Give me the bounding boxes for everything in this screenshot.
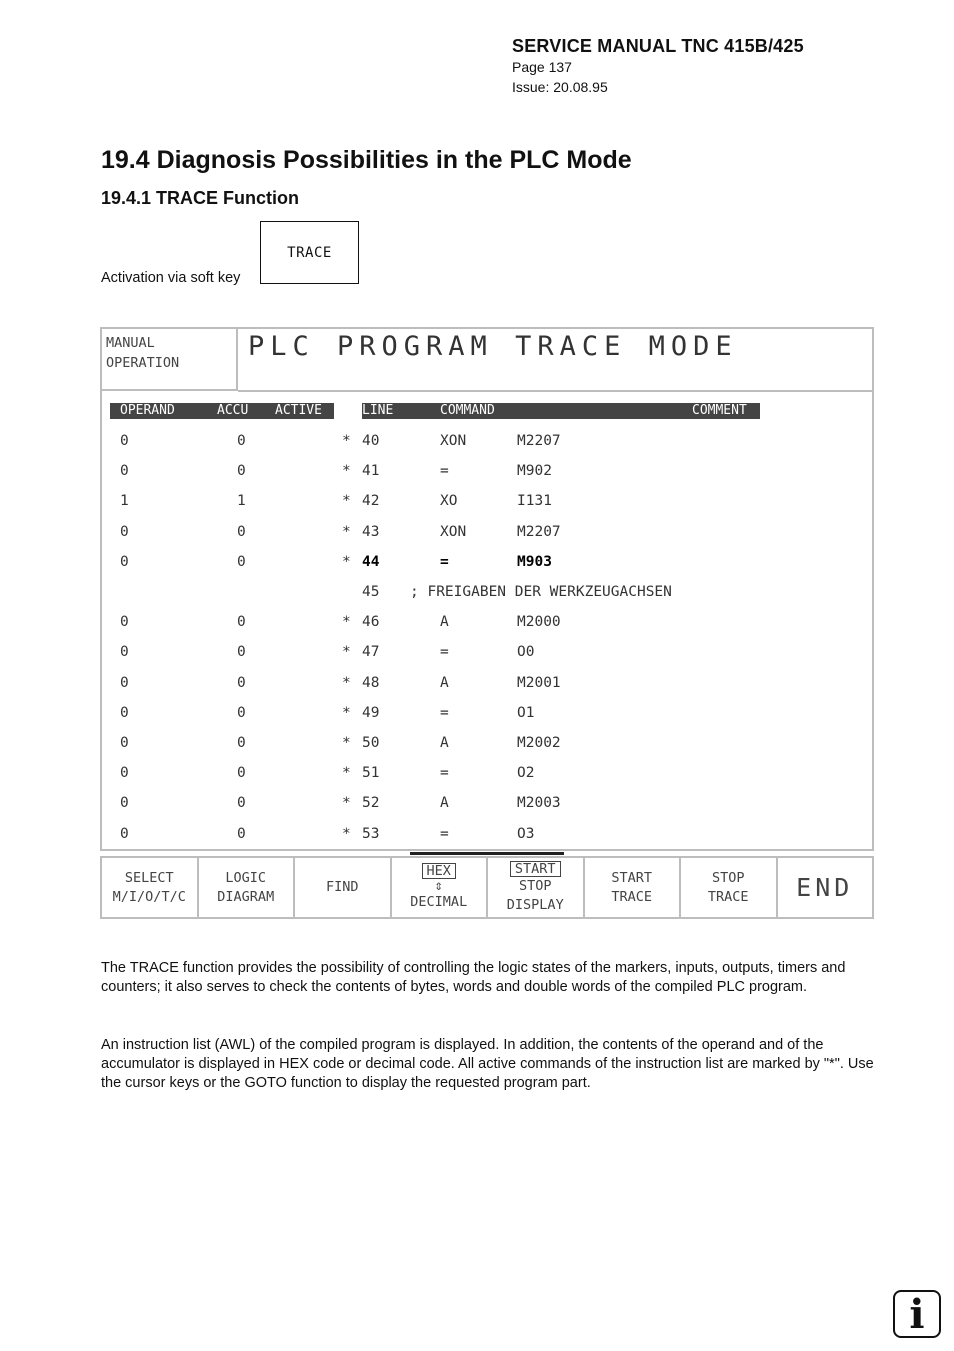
cell-accu: 0 [237, 433, 246, 449]
cell-cmd: = [440, 704, 449, 721]
cell-active: * [342, 493, 351, 510]
start-trace-label-1: START [611, 869, 653, 886]
trace-row[interactable] [102, 554, 872, 584]
cell-arg: O1 [517, 704, 535, 721]
select-label-2: M/I/O/T/C [112, 888, 186, 905]
trace-row[interactable] [102, 463, 872, 493]
trace-row[interactable] [102, 524, 872, 554]
cell-operand: 0 [120, 523, 129, 540]
start-display-label: START [510, 861, 561, 877]
manual-title: SERVICE MANUAL TNC 415B/425 [512, 36, 804, 56]
hex-label: HEX [422, 863, 456, 879]
cell-active: * [342, 433, 351, 449]
cell-active: * [342, 644, 351, 661]
cell-accu: 0 [237, 463, 246, 480]
display-label: DISPLAY [506, 896, 564, 913]
select-label-1: SELECT [124, 869, 174, 886]
select-softkey[interactable] [102, 858, 199, 917]
info-icon: i [893, 1290, 941, 1338]
cell-cmd: ; FREIGABEN DER WERKZEUGACHSEN [410, 584, 672, 600]
cell-cmd: A [440, 674, 449, 691]
cell-arg: I131 [517, 493, 552, 510]
cell-line: 50 [362, 735, 380, 751]
hex-decimal-softkey[interactable] [392, 858, 489, 917]
cell-line: 44 [362, 553, 380, 570]
cell-accu: 0 [237, 765, 246, 782]
cell-accu: 0 [237, 735, 246, 751]
trace-row[interactable] [102, 765, 872, 795]
cell-line: 52 [362, 795, 380, 812]
cell-line: 42 [362, 493, 380, 510]
stop-trace-label-2: TRACE [707, 888, 749, 905]
cell-operand: 0 [120, 825, 129, 842]
cell-cmd: A [440, 795, 449, 812]
screen-title: PLC PROGRAM TRACE MODE [248, 331, 738, 362]
cell-active: * [342, 553, 351, 570]
cell-accu: 0 [237, 644, 246, 661]
end-label: END [796, 873, 854, 902]
stop-display-label: STOP [518, 877, 552, 894]
find-label: FIND [325, 879, 359, 895]
cell-cmd: = [440, 765, 449, 782]
trace-row[interactable] [102, 433, 872, 463]
page-number: Page 137 [512, 59, 572, 75]
cell-accu: 1 [237, 493, 246, 510]
cell-cmd: = [440, 463, 449, 480]
cell-accu: 0 [237, 674, 246, 691]
cell-accu: 0 [237, 523, 246, 540]
trace-row[interactable] [102, 735, 872, 765]
plc-trace-screen [100, 327, 874, 851]
cell-operand: 0 [120, 735, 129, 751]
cell-operand: 0 [120, 644, 129, 661]
cell-operand: 0 [120, 765, 129, 782]
cell-accu: 0 [237, 795, 246, 812]
cell-cmd: A [440, 614, 449, 631]
active-softkey-marker [410, 852, 564, 855]
cell-arg: M2207 [517, 523, 561, 540]
cell-arg: O0 [517, 644, 535, 661]
start-stop-display-softkey[interactable] [488, 858, 585, 917]
cell-arg: M903 [517, 553, 552, 570]
col-operand: OPERAND [120, 403, 175, 418]
cell-operand: 1 [120, 493, 129, 510]
col-line: LINE [362, 403, 394, 418]
cell-arg: O2 [517, 765, 535, 782]
cell-cmd: = [440, 825, 449, 842]
cell-line: 53 [362, 825, 380, 842]
cell-active: * [342, 463, 351, 480]
cell-active: * [342, 614, 351, 631]
trace-row[interactable] [102, 675, 872, 705]
cell-operand: 0 [120, 463, 129, 480]
cell-arg: M2002 [517, 735, 561, 751]
logic-diagram-softkey[interactable] [199, 858, 296, 917]
description-paragraph-2: An instruction list (AWL) of the compiled program is displayed. In addition, the contents of the operand and of the accumulator is displayed in HEX code or decimal code. All active commands of the instruction list are marked by "*". Use the cursor keys or the GOTO function to display the requested program part. [101, 1037, 874, 1091]
start-trace-softkey[interactable] [585, 858, 682, 917]
cell-line: 41 [362, 463, 380, 480]
col-command: COMMAND [440, 403, 495, 418]
cell-accu: 0 [237, 553, 246, 570]
cell-active: * [342, 735, 351, 751]
column-header-bar [110, 403, 760, 419]
trace-row[interactable] [102, 584, 872, 614]
activation-label: Activation via soft key [101, 270, 241, 286]
cell-active: * [342, 523, 351, 540]
cell-cmd: XON [440, 433, 467, 449]
trace-row[interactable] [102, 493, 872, 523]
cell-line: 46 [362, 614, 380, 631]
cell-arg: M2207 [517, 433, 561, 449]
cell-line: 48 [362, 674, 380, 691]
cell-arg: M2000 [517, 614, 561, 631]
cell-active: * [342, 825, 351, 842]
col-accu: ACCU [217, 403, 249, 418]
cell-operand: 0 [120, 704, 129, 721]
toggle-arrow-icon: ⇕ [434, 878, 443, 894]
cell-line: 43 [362, 523, 380, 540]
cell-active: * [342, 674, 351, 691]
trace-row[interactable] [102, 614, 872, 644]
section-heading: 19.4 Diagnosis Possibilities in the PLC Mode [101, 146, 632, 174]
page-header [512, 36, 804, 97]
trace-row[interactable] [102, 795, 872, 825]
header-divider [238, 390, 872, 392]
logic-label-1: LOGIC [225, 869, 267, 886]
description-paragraph-1: The TRACE function provides the possibility of controlling the logic states of the markers, inputs, outputs, timers and counters; it also serves to check the contents of bytes, words and double words of the compiled PLC program. [101, 960, 846, 995]
stop-trace-softkey[interactable] [681, 858, 778, 917]
logic-label-2: DIAGRAM [217, 888, 275, 905]
cell-arg: M902 [517, 463, 552, 480]
cell-active: * [342, 765, 351, 782]
cell-operand: 0 [120, 553, 129, 570]
cell-cmd: XO [440, 493, 458, 510]
trace-softkey-illustration: TRACE [260, 221, 359, 284]
cell-operand: 0 [120, 795, 129, 812]
cell-active: * [342, 704, 351, 721]
stop-trace-label-1: STOP [711, 869, 745, 886]
cell-arg: M2003 [517, 795, 561, 812]
cell-accu: 0 [237, 704, 246, 721]
cell-accu: 0 [237, 825, 246, 842]
softkey-row [100, 856, 874, 919]
mode-indicator [102, 329, 238, 391]
cell-accu: 0 [237, 614, 246, 631]
cell-operand: 0 [120, 433, 129, 449]
cell-cmd: = [440, 644, 449, 661]
decimal-label: DECIMAL [410, 894, 468, 910]
cell-cmd: XON [440, 523, 467, 540]
cell-line: 49 [362, 704, 380, 721]
cell-line: 51 [362, 765, 380, 782]
start-trace-label-2: TRACE [611, 888, 653, 905]
cell-line: 45 [362, 584, 380, 600]
mode-line-2: OPERATION [106, 355, 180, 371]
cell-line: 47 [362, 644, 380, 661]
cell-cmd: A [440, 735, 449, 751]
cell-operand: 0 [120, 614, 129, 631]
end-softkey[interactable] [778, 858, 873, 917]
trace-row[interactable] [102, 644, 872, 674]
cell-line: 40 [362, 433, 380, 449]
cell-operand: 0 [120, 674, 129, 691]
cell-arg: M2001 [517, 674, 561, 691]
issue-date: Issue: 20.08.95 [512, 79, 608, 95]
subsection-heading: 19.4.1 TRACE Function [101, 188, 300, 208]
col-comment: COMMENT [692, 403, 747, 418]
cell-cmd: = [440, 553, 449, 570]
trace-row[interactable] [102, 705, 872, 735]
cell-arg: O3 [517, 825, 535, 842]
cell-active: * [342, 795, 351, 812]
find-softkey[interactable] [295, 858, 392, 917]
mode-line-1: MANUAL [106, 335, 155, 351]
col-active: ACTIVE [275, 403, 322, 418]
